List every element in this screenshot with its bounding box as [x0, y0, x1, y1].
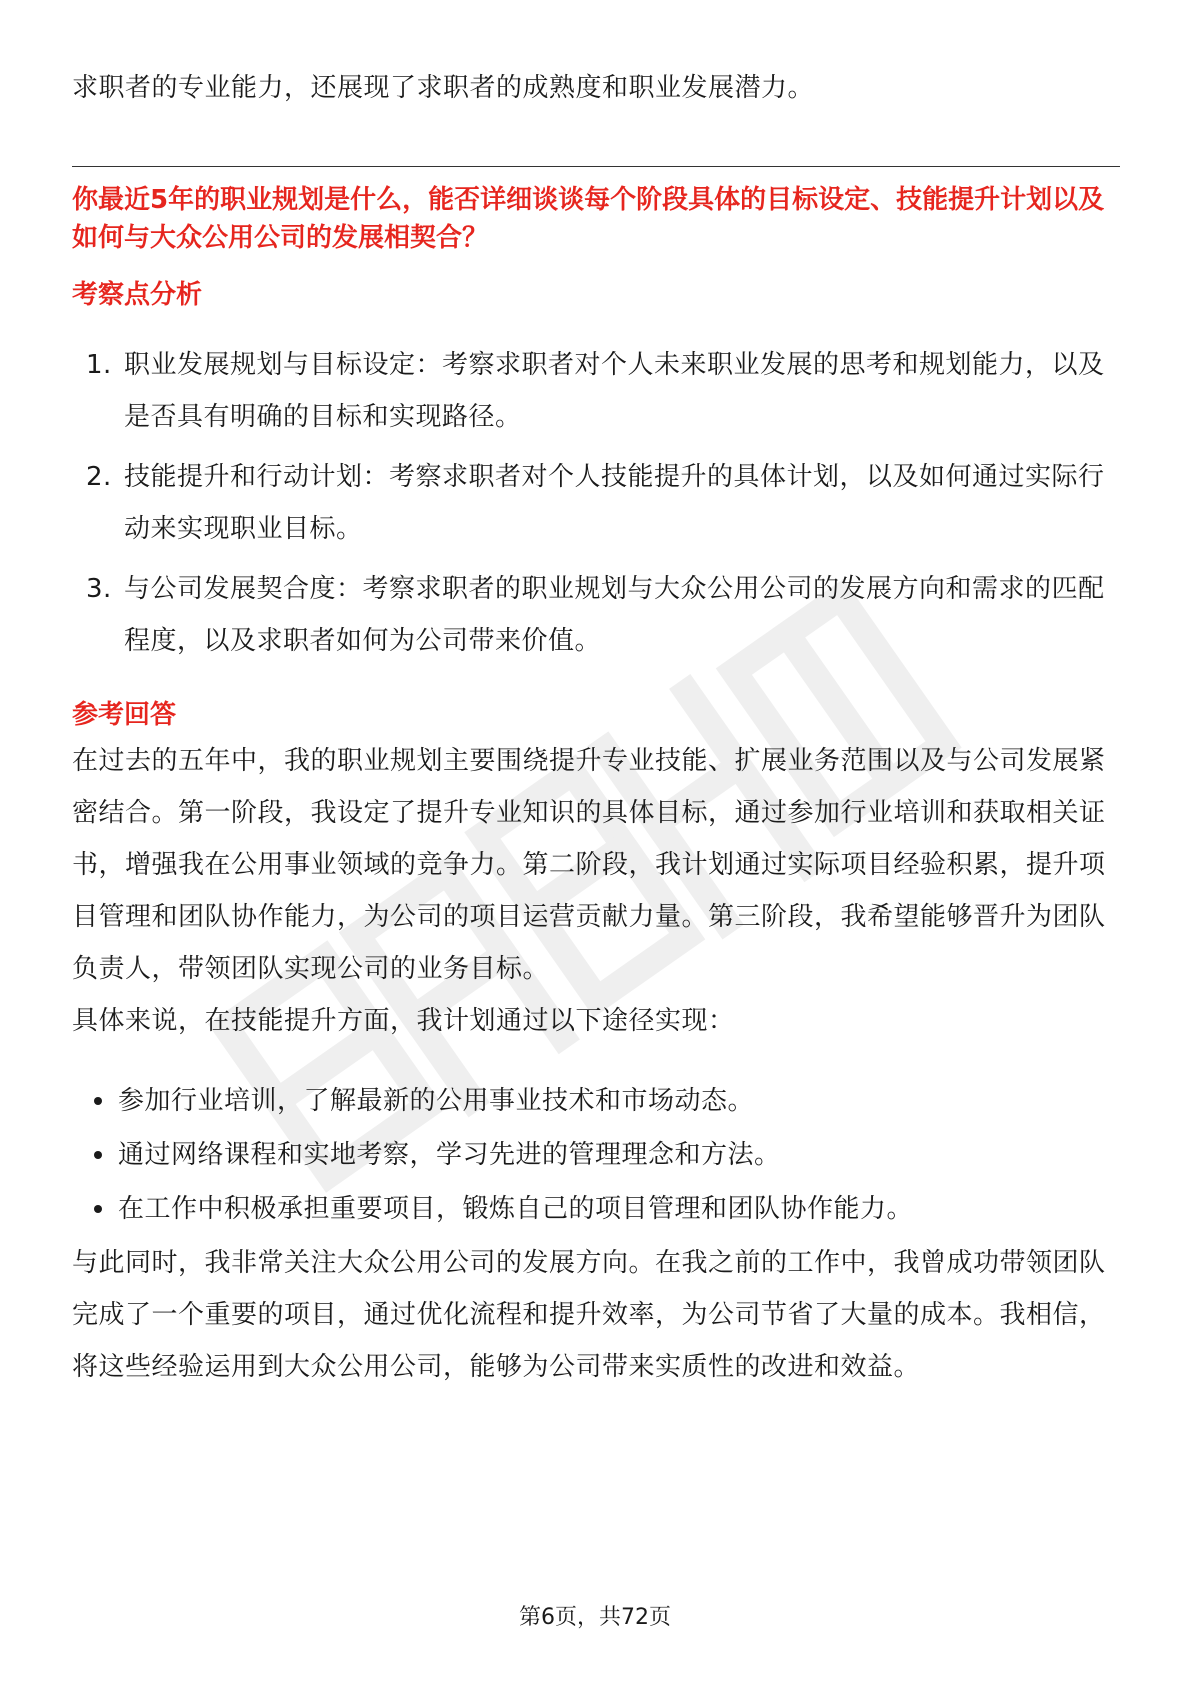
analysis-item-number: 2. — [86, 462, 112, 492]
answer-paragraph-2: 具体来说，在技能提升方面，我计划通过以下途径实现： — [72, 1006, 735, 1036]
page-footer: 第6页，共72页 — [519, 1605, 671, 1630]
bullet-item-3 — [72, 1183, 1122, 1235]
bullet-dot-icon — [94, 1097, 102, 1105]
skill-plan-list — [72, 1075, 1122, 1235]
document-content — [72, 62, 1122, 1393]
bullet-text: 参加行业培训，了解最新的公用事业技术和市场动态。 — [118, 1086, 755, 1116]
analysis-list — [72, 339, 1122, 667]
analysis-item-text: 与公司发展契合度：考察求职者的职业规划与大众公用公司的发展方向和需求的匹配程度，以及求职者如何为公司带来价值。 — [124, 574, 1105, 656]
bullet-text: 通过网络课程和实地考察，学习先进的管理理念和方法。 — [118, 1140, 781, 1170]
bullet-item-1 — [72, 1075, 1122, 1127]
analysis-item-number: 1. — [86, 350, 112, 380]
analysis-item-text: 职业发展规划与目标设定：考察求职者对个人未来职业发展的思考和规划能力，以及是否具有明确的目标和实现路径。 — [124, 350, 1105, 432]
bullet-dot-icon — [94, 1151, 102, 1159]
answer-paragraph-3: 与此同时，我非常关注大众公用公司的发展方向。在我之前的工作中，我曾成功带领团队完成了一个重要的项目，通过优化流程和提升效率，为公司节省了大量的成本。我相信，将这些经验运用到大众公用公司，能够为公司带来实质性的改进和效益。 — [72, 1248, 1106, 1382]
analysis-heading: 考察点分析 — [72, 280, 203, 310]
analysis-item-2 — [72, 451, 1122, 555]
analysis-item-3 — [72, 563, 1122, 667]
analysis-item-1 — [72, 339, 1122, 443]
bullet-item-2 — [72, 1129, 1122, 1181]
analysis-item-number: 3. — [86, 574, 112, 604]
bullet-text: 在工作中积极承担重要项目，锻炼自己的项目管理和团队协作能力。 — [118, 1194, 914, 1224]
bullet-dot-icon — [94, 1205, 102, 1213]
continued-text: 求职者的专业能力，还展现了求职者的成熟度和职业发展潜力。 — [72, 73, 815, 103]
section-divider — [72, 166, 1120, 167]
interview-question: 你最近5年的职业规划是什么，能否详细谈谈每个阶段具体的目标设定、技能提升计划以及如何与大众公用公司的发展相契合？ — [72, 185, 1105, 253]
answer-heading: 参考回答 — [72, 700, 177, 730]
analysis-item-text: 技能提升和行动计划：考察求职者对个人技能提升的具体计划，以及如何通过实际行动来实现职业目标。 — [124, 462, 1105, 544]
answer-paragraph-1: 在过去的五年中，我的职业规划主要围绕提升专业技能、扩展业务范围以及与公司发展紧密结合。第一阶段，我设定了提升专业知识的具体目标，通过参加行业培训和获取相关证书，增强我在公用事业领域的竞争力。第二阶段，我计划通过实际项目经验积累，提升项目管理和团队协作能力，为公司的项目运营贡献力量。第三阶段，我希望能够晋升为团队负责人，带领团队实现公司的业务目标。 — [72, 746, 1106, 984]
